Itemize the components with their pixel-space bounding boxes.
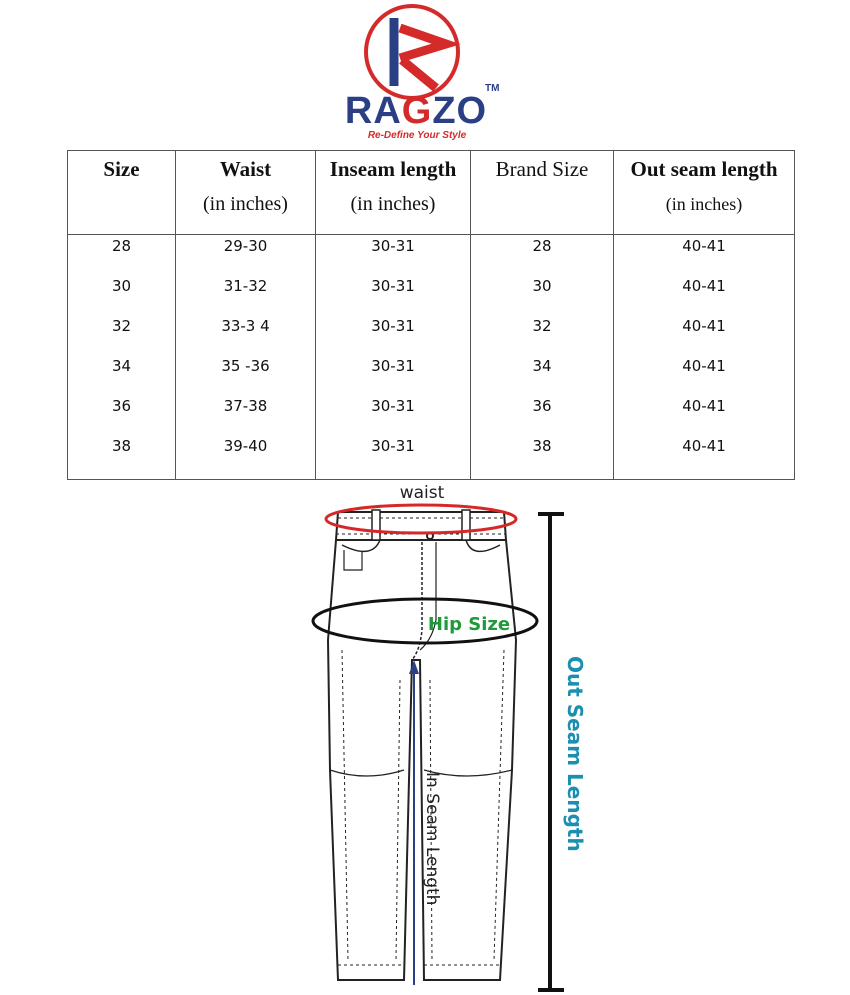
cell-inseam: 30-31 — [316, 235, 471, 276]
cell-size: 32 — [68, 315, 176, 355]
cell-waist: 33-3 4 — [176, 315, 316, 355]
waist-label: waist — [399, 483, 445, 503]
outseam-label: Out Seam Length — [563, 656, 587, 852]
cell-outseam: 40-41 — [614, 315, 795, 355]
table-row — [68, 275, 795, 315]
table-row — [68, 355, 795, 395]
header-outseam: Out seam length (in inches) — [614, 151, 795, 235]
cell-outseam: 40-41 — [614, 235, 795, 276]
cell-brand-size: 36 — [471, 395, 614, 435]
cell-brand-size: 38 — [471, 435, 614, 480]
header-inseam: Inseam length (in inches) — [316, 151, 471, 235]
cell-size: 38 — [68, 435, 176, 480]
cell-size: 36 — [68, 395, 176, 435]
table-row — [68, 315, 795, 355]
inseam-arrow-head — [409, 660, 419, 674]
cell-size: 34 — [68, 355, 176, 395]
table-header-row — [68, 151, 795, 235]
inseam-label: In Seam Length — [422, 772, 442, 906]
cell-inseam: 30-31 — [316, 355, 471, 395]
cell-inseam: 30-31 — [316, 275, 471, 315]
cell-waist: 31-32 — [176, 275, 316, 315]
cell-waist: 35 -36 — [176, 355, 316, 395]
cell-brand-size: 32 — [471, 315, 614, 355]
brand-name: RAGZO — [344, 90, 488, 132]
ragzo-logo — [0, 0, 850, 145]
header-waist: Waist (in inches) — [176, 151, 316, 235]
cell-inseam: 30-31 — [316, 395, 471, 435]
cell-inseam: 30-31 — [316, 315, 471, 355]
cell-outseam: 40-41 — [614, 395, 795, 435]
cell-size: 30 — [68, 275, 176, 315]
table-row — [68, 395, 795, 435]
cell-waist: 39-40 — [176, 435, 316, 480]
logo-r-emblem — [394, 18, 446, 88]
cell-waist: 29-30 — [176, 235, 316, 276]
cell-size: 28 — [68, 235, 176, 276]
hip-size-label: Hip Size — [427, 614, 511, 635]
cell-outseam: 40-41 — [614, 355, 795, 395]
cell-inseam: 30-31 — [316, 435, 471, 480]
cell-brand-size: 28 — [471, 235, 614, 276]
cell-waist: 37-38 — [176, 395, 316, 435]
header-brand-size: Brand Size — [471, 151, 614, 235]
size-chart-table — [67, 150, 795, 480]
cell-brand-size: 30 — [471, 275, 614, 315]
cell-brand-size: 34 — [471, 355, 614, 395]
trademark: TM — [485, 83, 500, 94]
outseam-bracket — [538, 514, 564, 990]
cell-outseam: 40-41 — [614, 435, 795, 480]
table-row — [68, 235, 795, 276]
pants-measurement-diagram — [280, 470, 620, 995]
cell-outseam: 40-41 — [614, 275, 795, 315]
brand-tagline: Re-Define Your Style — [367, 130, 467, 141]
pants-outline — [328, 510, 516, 980]
header-size: Size — [68, 151, 176, 235]
